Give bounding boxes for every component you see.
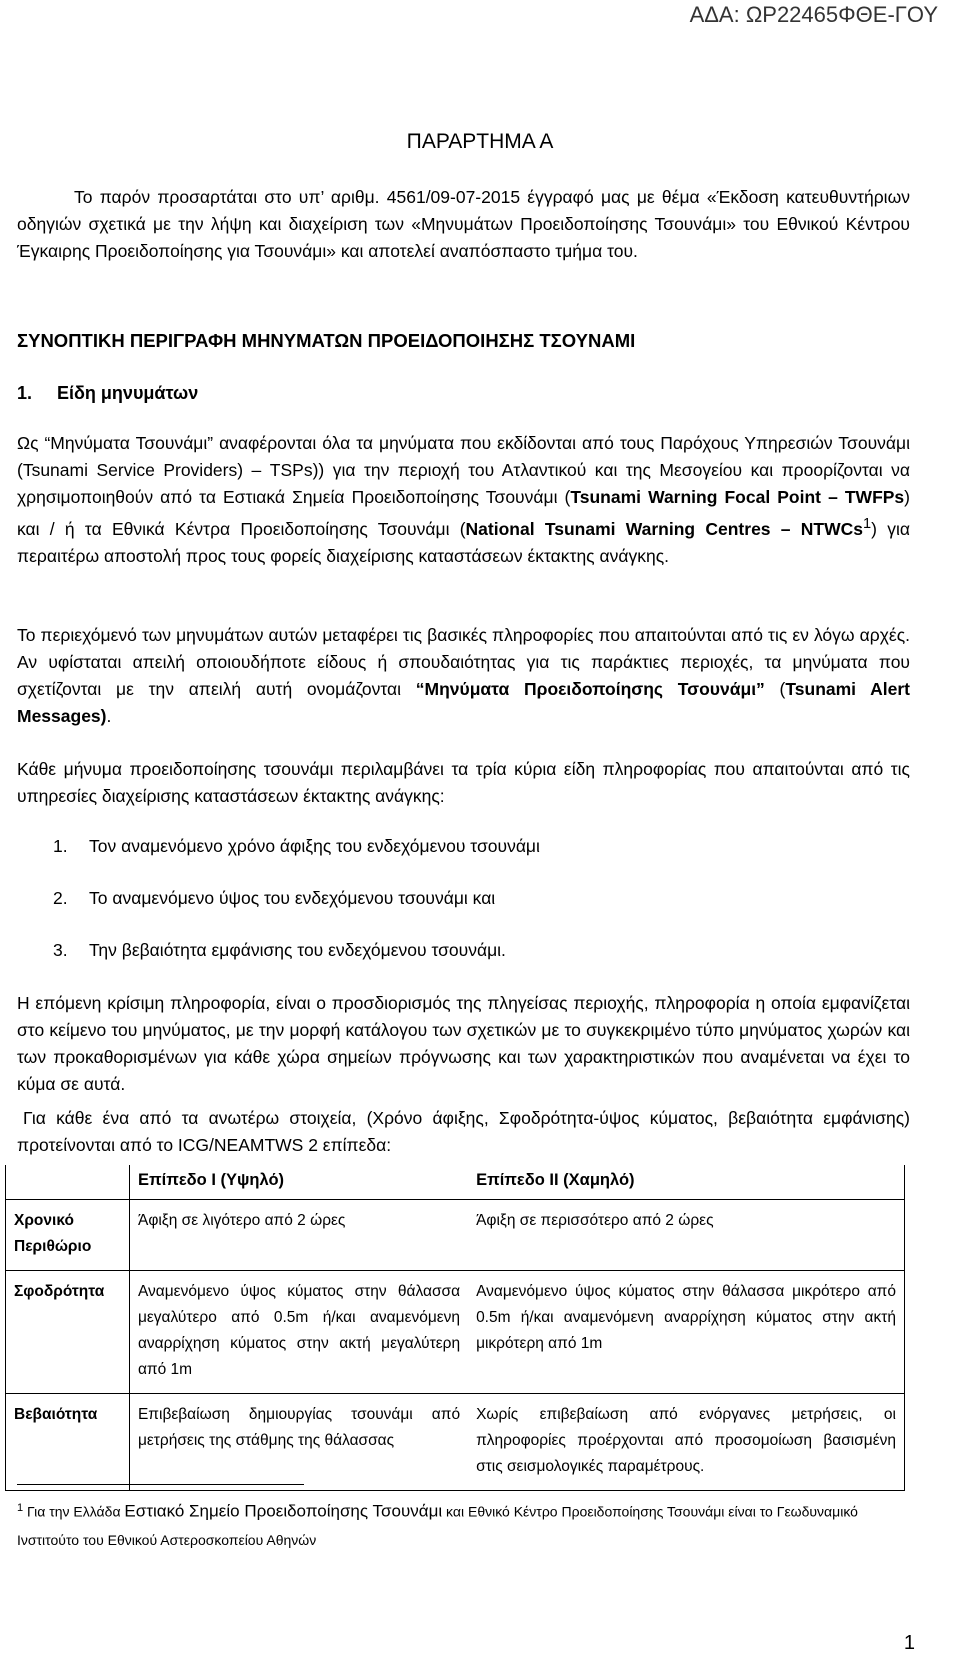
section-heading bbox=[17, 383, 198, 404]
text-run: . bbox=[106, 706, 112, 726]
text-run: Ως “Μηνύματα Τσουνάμι” αναφέρονται όλα τα μηνύματα που εκδίδονται από τους Παρόχους Υπηρεσιών Τσουνάμι (Tsunami Service Providers) – TSPs)) για την περιοχή του Ατλαντικού και της Μεσογείου και προορίζονται να χρησιμοποιηθούν από τα Εστιακά Σημεία Προειδοποίησης Τσουνάμι ( bbox=[17, 433, 910, 507]
page-number: 1 bbox=[903, 1632, 915, 1654]
list-text: Το αναμενόμενο ύψος του ενδεχόμενου τσουνάμι και bbox=[89, 888, 496, 908]
table-row bbox=[6, 1271, 905, 1394]
footnote-text: και Εθνικό Κέντρο Προειδοποίησης Τσουνάμι είναι το Γεωδυναμικό Ινστιτούτο του Εθνικού Αστεροσκοπείου Αθηνών bbox=[17, 1503, 858, 1548]
table-cell: Αναμενόμενο ύψος κύματος στην θάλασσα μικρότερο από 0.5m ή/και αναμενόμενη αναρρίχηση κύματος στην ακτή μικρότερη από 1m bbox=[468, 1271, 904, 1394]
row-label: Σφοδρότητα bbox=[6, 1271, 130, 1394]
table-cell: Άφιξη σε λιγότερο από 2 ώρες bbox=[129, 1200, 468, 1271]
footnote-number: 1 bbox=[17, 1502, 24, 1514]
footnote-separator bbox=[17, 1484, 304, 1485]
list-item bbox=[53, 836, 540, 857]
row-label: Χρονικό Περιθώριο bbox=[6, 1200, 130, 1271]
annex-title: ΠΑΡΑΡΤΗΜΑ Α bbox=[406, 130, 554, 153]
list-item bbox=[53, 888, 495, 909]
text-run: Το περιεχόμενό των μηνυμάτων αυτών μεταφέρει τις βασικές πληροφορίες που απαιτούνται από τις εν λόγω αρχές. Αν υφίσταται απειλή οποιουδήποτε είδους ή σπουδαιότητας για τις παράκτιες περιοχές, τα μηνύματα που σχετίζονται με την απειλή αυτή ονομάζονται bbox=[17, 625, 910, 699]
footnote-text: Εστιακό Σημείο Προειδοποίησης Τσουνάμι bbox=[124, 1501, 443, 1521]
section-title: Είδη μηνυμάτων bbox=[57, 383, 199, 403]
paragraph-text: Κάθε μήνυμα προειδοποίησης τσουνάμι περιλαμβάνει τα τρία κύρια είδη πληροφορίας που απαιτούνται από τις υπηρεσίες διαχείρισης καταστάσεων έκτακτης ανάγκης: bbox=[17, 759, 910, 806]
list-number: 2. bbox=[53, 888, 68, 908]
alert-messages-english-term: Tsunami Alert Messages) bbox=[17, 679, 910, 726]
twfp-term: Tsunami Warning Focal Point – TWFPs bbox=[570, 487, 905, 507]
list-text: Την βεβαιότητα εμφάνισης του ενδεχόμενου τσουνάμι. bbox=[89, 940, 506, 960]
list-text: Τον αναμενόμενο χρόνο άφιξης του ενδεχόμενου τσουνάμι bbox=[89, 836, 540, 856]
summary-heading: ΣΥΝΟΠΤΙΚΗ ΠΕΡΙΓΡΑΦΗ ΜΗΝΥΜΑΤΩΝ ΠΡΟΕΙΔΟΠΟΙΗΣΗΣ ΤΣΟΥΝΑΜΙ bbox=[17, 330, 636, 351]
paragraph-text: Η επόμενη κρίσιμη πληροφορία, είναι ο προσδιορισμός της πληγείσας περιοχής, πληροφορία η οποία εμφανίζεται στο κείμενο του μηνύματος, με την μορφή κατάλογου των σχετικών με το συγκεκριμένο τύπο μηνύματος χωρών και των προκαθορισμένων για κάθε χώρα σημείων πρόγνωσης και των χαρακτηριστικών που αναμένεται να έχει το κύμα σε αυτά. bbox=[17, 993, 910, 1094]
table-header-cell bbox=[6, 1165, 130, 1200]
table-header-cell: Επίπεδο ΙΙ (Χαμηλό) bbox=[468, 1165, 904, 1200]
paragraph-text bbox=[17, 622, 910, 730]
footnote-text: Για την Ελλάδα bbox=[27, 1503, 125, 1520]
intro-paragraph bbox=[17, 184, 910, 265]
footnote bbox=[17, 1494, 917, 1554]
table-row bbox=[6, 1394, 905, 1491]
table-header-row bbox=[6, 1165, 905, 1200]
table-cell: Χωρίς επιβεβαίωση από ενόργανες μετρήσεις, οι πληροφορίες προέρχονται από προσομοίωση βασισμένη στις σεισμολογικές παραμέτρους. bbox=[468, 1394, 904, 1491]
content-paragraph bbox=[17, 622, 910, 730]
table-cell: Επιβεβαίωση δημιουργίας τσουνάμι από μετρήσεις της στάθμης της θάλασσας bbox=[129, 1394, 468, 1491]
paragraph-text bbox=[17, 430, 910, 570]
levels-intro-paragraph bbox=[17, 1105, 910, 1159]
alert-messages-term: “Μηνύματα Προειδοποίησης Τσουνάμι” bbox=[415, 679, 765, 699]
intro-text: Το παρόν προσαρτάται στο υπ’ αριθμ. 4561/09-07-2015 έγγραφό μας με θέμα «Έκδοση κατευθυντήριων οδηγιών σχετικά με την λήψη και διαχείριση των «Μηνυμάτων Προειδοποίησης Τσουνάμι» του Εθνικού Κέντρου Έγκαιρης Προειδοποίησης για Τσουνάμι» και αποτελεί αναπόσπαστο τμήμα του. bbox=[17, 187, 910, 261]
table-cell: Άφιξη σε περισσότερο από 2 ώρες bbox=[468, 1200, 904, 1271]
table-row bbox=[6, 1200, 905, 1271]
affected-area-paragraph bbox=[17, 990, 910, 1098]
paragraph-text: Για κάθε ένα από τα ανωτέρω στοιχεία, (Χρόνο άφιξης, Σφοδρότητα-ύψος κύματος, βεβαιότητα εμφάνισης) προτείνονται από το ICG/NEAMTWS 2 επίπεδα: bbox=[17, 1108, 910, 1155]
info-types-paragraph bbox=[17, 756, 910, 810]
ntwc-term: National Tsunami Warning Centres – NTWCs bbox=[465, 518, 864, 539]
row-label: Βεβαιότητα bbox=[6, 1394, 130, 1491]
list-item bbox=[53, 940, 506, 961]
text-run: ( bbox=[764, 679, 786, 699]
list-number: 1. bbox=[53, 836, 68, 856]
table-header-cell: Επίπεδο Ι (Υψηλό) bbox=[129, 1165, 468, 1200]
text-run: ) και / ή τα Εθνικά Κέντρα Προειδοποίησης Τσουνάμι ( bbox=[17, 487, 910, 539]
list-number: 3. bbox=[53, 940, 68, 960]
section-number: 1. bbox=[17, 383, 33, 403]
footnote-reference[interactable]: 1 bbox=[863, 516, 872, 532]
ada-code: ΑΔΑ: ΩΡ22465ΦΘΕ-ΓΟΥ bbox=[689, 2, 938, 27]
messages-definition-paragraph bbox=[17, 430, 910, 570]
table-cell: Αναμενόμενο ύψος κύματος στην θάλασσα μεγαλύτερο από 0.5m ή/και αναμενόμενη αναρρίχηση κύματος στην ακτή μεγαλύτερη από 1m bbox=[129, 1271, 468, 1394]
text-run: ) για περαιτέρω αποστολή προς τους φορείς διαχείρισης καταστάσεων έκτακτης ανάγκης. bbox=[17, 518, 910, 566]
alert-levels-table bbox=[5, 1165, 905, 1491]
